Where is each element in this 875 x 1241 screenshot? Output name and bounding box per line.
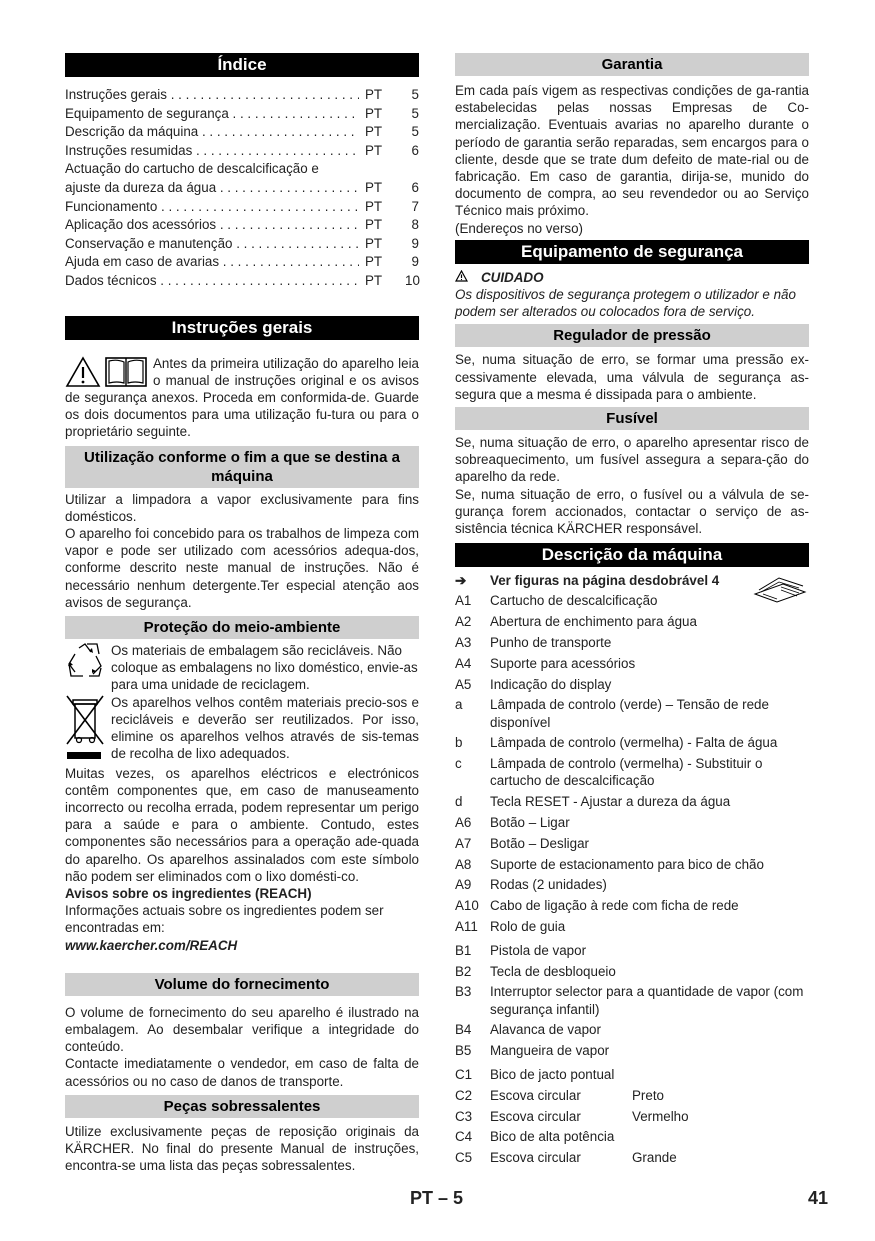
- list-item: B2 Tecla de desbloqueio: [455, 963, 616, 979]
- list-item: C2 Escova circular Preto: [455, 1087, 665, 1103]
- list-item: A5 Indicação do display: [455, 676, 612, 692]
- list-item: B4 Alavanca de vapor: [455, 1022, 601, 1038]
- recycle-block: [65, 642, 419, 694]
- reach-text: Informações actuais sobre os ingredientes podem ser encontradas em:: [65, 903, 384, 936]
- list-item: B3 Interruptor selector para a quantidade de vapor (com segurança infantil): [455, 984, 804, 1017]
- list-item: A6 Botão – Ligar: [455, 815, 570, 831]
- toc-entry[interactable]: ajuste da dureza da água . . . PT 6: [65, 179, 419, 198]
- list-item: B1 Pistola de vapor: [455, 942, 587, 958]
- intro-text: Antes da primeira utilização do aparelho leia o manual de instruções original e os avisos de segurança anexos. Proceda em conformida-de. Guarde os dois documentos para uma utilização fu-tura ou para o proprietário seguinte.: [65, 355, 419, 440]
- warning-icon: [455, 269, 481, 286]
- arrow-right-icon: ➔: [455, 573, 467, 589]
- list-item: A9 Rodas (2 unidades): [455, 877, 607, 893]
- list-item: d Tecla RESET - Ajustar a dureza da água: [455, 794, 731, 810]
- weee-text: Os aparelhos velhos contêm materiais precio-sos e recicláveis e deverão ser reutilizados. Por isso, elimine os aparelhos velhos através de sis-temas de recolha de lixo adequados.: [111, 694, 419, 762]
- toc-entry[interactable]: Aplicação dos acessórios . . . PT 8: [65, 216, 419, 235]
- crossed-bin-icon: [65, 694, 111, 765]
- caution-text: Os dispositivos de segurança protegem o utilizador e não podem ser alterados ou colocados fora de serviço.: [455, 287, 796, 320]
- supply-heading: Volume do fornecimento: [65, 973, 419, 996]
- warranty-text: Em cada país vigem as respectivas condições de ga-rantia estabelecidas pelas nossas Empresas de Co-mercialização. Eventuais avarias no aparelho durante o período de garantia serão reparadas, sem encargos para o cliente, desde que se trate dum defeito de mate-rial ou de fabricação. Em caso de garantia, dirija-se, munido do documento de compra, ao seu revendedor ou ao Serviço Técnico mais próximo. (Endereços no verso): [455, 83, 809, 236]
- pressure-regulator-heading: Regulador de pressão: [455, 324, 809, 347]
- reach-link[interactable]: www.kaercher.com/REACH: [65, 937, 238, 953]
- supply-text: O volume de fornecimento do seu aparelho é ilustrado na embalagem. Ao desembalar verifique a integridade do conteúdo. Contacte imediatamente o vendedor, em caso de falta de acessórios ou no caso de danos de transporte.: [65, 1004, 419, 1089]
- footer-section-label: PT – 5: [410, 1188, 464, 1208]
- machine-description-heading: Descrição da máquina: [455, 543, 809, 567]
- toc-entry[interactable]: Funcionamento . . . PT 7: [65, 198, 419, 217]
- intro-block: [65, 355, 419, 441]
- foldout-page-icon: [751, 574, 809, 613]
- footer-page-number: 41: [808, 1188, 829, 1208]
- list-item: A11 Rolo de guia: [455, 919, 566, 935]
- toc-entry[interactable]: Descrição da máquina . . . PT 5: [65, 123, 419, 142]
- warranty-heading: Garantia: [455, 53, 809, 76]
- intended-use-heading: Utilização conforme o fim a que se destina a máquina: [65, 446, 419, 488]
- caution-label: CUIDADO: [481, 269, 544, 285]
- list-item: A2 Abertura de enchimento para água: [455, 614, 697, 630]
- toc-entry[interactable]: Equipamento de segurança . . . PT 5: [65, 105, 419, 124]
- electronics-text: Muitas vezes, os aparelhos eléctricos e electrónicos contêm componentes que, em caso de manuseamento incorrecto ou recolha errada, podem representar um perigo para a saúde e para o ambiente. Contudo, estes componentes são necessários para a operação ade-quada do aparelho. Os aparelhos assinalados com este símbolo não podem ser eliminados com o lixo domésti-co.: [65, 765, 419, 884]
- list-item: C3 Escova circular Vermelho: [455, 1108, 689, 1124]
- environment-heading: Proteção do meio-ambiente: [65, 616, 419, 639]
- toc-entry[interactable]: Dados técnicos . . . PT 10: [65, 272, 419, 291]
- spare-parts-heading: Peças sobressalentes: [65, 1095, 419, 1118]
- list-item: C1 Bico de jacto pontual: [455, 1067, 615, 1083]
- list-item: B5 Mangueira de vapor: [455, 1043, 610, 1059]
- description-list: [455, 572, 809, 1166]
- list-item: C5 Escova circular Grande: [455, 1150, 677, 1166]
- fuse-heading: Fusível: [455, 407, 809, 430]
- index-heading: Índice: [65, 53, 419, 77]
- toc-entry[interactable]: Conservação e manutenção . . . PT 9: [65, 235, 419, 254]
- list-item: A3 Punho de transporte: [455, 635, 612, 651]
- fuse-text: Se, numa situação de erro, o aparelho apresentar risco de sobreaquecimento, um fusível assegura a separa-ção do aparelho da rede. Se, numa situação de erro, o fusível ou a válvula de se-gurança forem accionados, contactar o serviço de as-sistência técnica KÄRCHER responsável.: [455, 435, 809, 537]
- caution-line: [455, 269, 809, 286]
- warning-manual-icons: [65, 355, 151, 389]
- recycle-text: Os materiais de embalagem são recicláveis. Não coloque as embalagens no lixo doméstico, envie-as para uma unidade de reciclagem.: [111, 642, 418, 693]
- list-item: a Lâmpada de controlo (verde) – Tensão de rede disponível: [455, 697, 769, 730]
- list-item: A10 Cabo de ligação à rede com ficha de rede: [455, 898, 739, 914]
- list-item: A7 Botão – Desligar: [455, 835, 589, 851]
- list-item: A1 Cartucho de descalcificação: [455, 593, 658, 609]
- list-item: A4 Suporte para acessórios: [455, 655, 636, 671]
- toc-entry[interactable]: Instruções gerais . . . PT 5: [65, 86, 419, 105]
- pressure-regulator-text: Se, numa situação de erro, se formar uma pressão ex-cessivamente elevada, uma válvula de segurança as-segura que a mesma é dissipada para o ambiente.: [455, 352, 809, 402]
- general-instructions-heading: Instruções gerais: [65, 316, 419, 340]
- toc-entry-line1: Actuação do cartucho de descalcificação e: [65, 161, 319, 177]
- intended-use-text: Utilizar a limpadora a vapor exclusivamente para fins domésticos. O aparelho foi concebido para os trabalhos de limpeza com vapor e pode ser utilizado com acessórios adequa-dos, conforme descrito neste manual de instruções. Não é necessário nenhum detergente.Ter especial atenção aos avisos de segurança.: [65, 491, 419, 610]
- right-column: [455, 53, 809, 1170]
- list-item: b Lâmpada de controlo (vermelha) - Falta de água: [455, 735, 778, 751]
- table-of-contents: [65, 86, 419, 291]
- weee-block: [65, 694, 419, 765]
- list-item: A8 Suporte de estacionamento para bico de chão: [455, 856, 764, 872]
- reach-heading: Avisos sobre os ingredientes (REACH): [65, 886, 312, 901]
- list-item: c Lâmpada de controlo (vermelha) - Substituir o cartucho de descalcificação: [455, 756, 763, 789]
- recycle-icon: [65, 642, 111, 694]
- left-column: [65, 53, 419, 1174]
- toc-entry[interactable]: Instruções resumidas . . . PT 6: [65, 142, 419, 161]
- safety-heading: Equipamento de segurança: [455, 240, 809, 264]
- list-item: C4 Bico de alta potência: [455, 1129, 615, 1145]
- toc-entry[interactable]: Ajuda em caso de avarias . . . PT 9: [65, 253, 419, 272]
- spare-parts-text: Utilize exclusivamente peças de reposição originais da KÄRCHER. No final do presente Manual de instruções, encontra-se uma lista das peças sobressalentes.: [65, 1123, 419, 1174]
- see-figures-line: ➔ Ver figuras na página desdobrável 4: [455, 573, 720, 589]
